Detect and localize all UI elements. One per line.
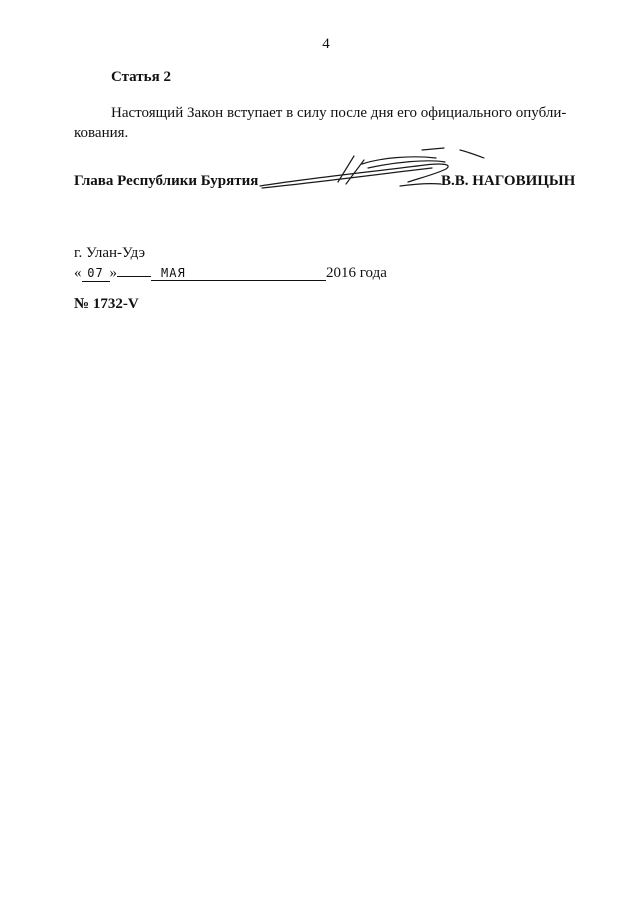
signatory-title: Глава Республики Бурятия bbox=[74, 173, 259, 189]
signatory-name: В.В. НАГОВИЦЫН bbox=[441, 173, 576, 189]
date-year: 2016 года bbox=[326, 265, 387, 281]
law-number: № 1732-V bbox=[74, 296, 139, 312]
date-blank-line bbox=[117, 260, 151, 277]
article-heading: Статья 2 bbox=[111, 69, 171, 85]
date-open-quote: « bbox=[74, 265, 82, 281]
date-month: МАЯ bbox=[151, 265, 326, 281]
date-close-quote: » bbox=[109, 265, 117, 281]
article-text-line-1: Настоящий Закон вступает в силу после дня его официального опубли- bbox=[111, 105, 567, 121]
city-line: г. Улан-Удэ bbox=[74, 245, 146, 261]
date-day: 07 bbox=[82, 265, 110, 282]
handwritten-signature bbox=[250, 138, 500, 200]
article-text-line-2: кования. bbox=[74, 125, 129, 141]
page-number: 4 bbox=[322, 36, 330, 52]
article-body bbox=[74, 103, 584, 143]
date-line bbox=[74, 260, 387, 280]
